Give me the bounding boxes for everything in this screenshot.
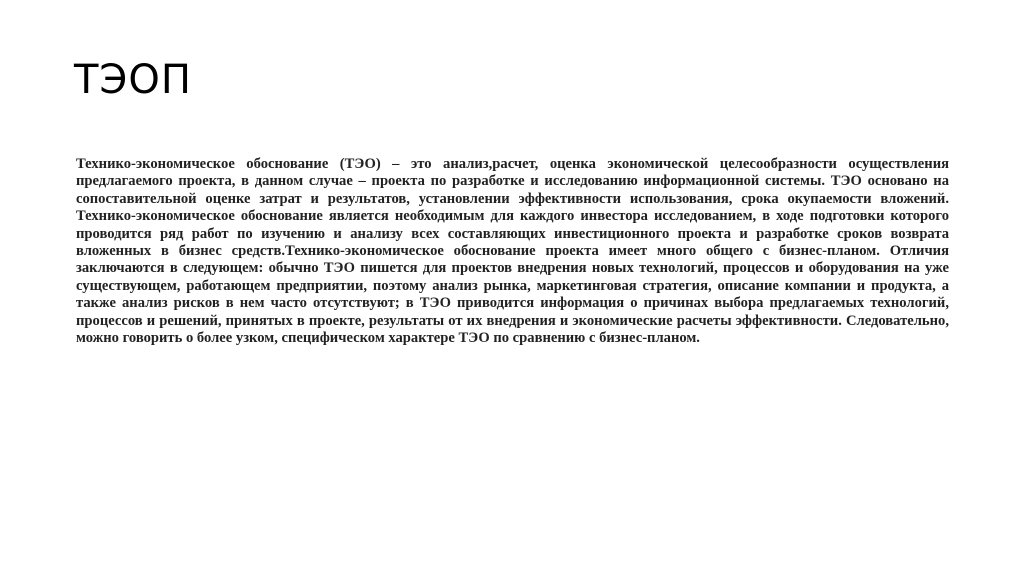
slide-body-text: Технико-экономическое обоснование (ТЭО) – это анализ,расчет, оценка экономической целесообразности осуществления предлагаемого проекта, в данном случае – проекта по разработке и исследованию информационной системы. ТЭО основано на сопоставительной оценке затрат и результатов, установлении эффективности использования, срока окупаемости вложений. Технико-экономическое обоснование является необходимым для каждого инвестора исследованием, в ходе подготовки которого проводится ряд работ по изучению и анализу всех составляющих инвестиционного проекта и разработке сроков возврата вложенных в бизнес средств.Технико-экономическое обоснование проекта имеет много общего с бизнес-планом. Отличия заключаются в следующем: обычно ТЭО пишется для проектов внедрения новых технологий, процессов и оборудования на уже существующем, работающем предприятии, поэтому анализ рынка, маркетинговая стратегия, описание компании и продукта, а также анализ рисков в нем часто отсутствуют; в ТЭО приводится информация о причинах выбора предлагаемых технологий, процессов и решений, принятых в проекте, результаты от их внедрения и экономические расчеты эффективности. Следовательно, можно говорить о более узком, специфическом характере ТЭО по сравнению с бизнес-планом.	[76, 156, 949, 347]
slide-title: ТЭОП	[74, 57, 192, 103]
